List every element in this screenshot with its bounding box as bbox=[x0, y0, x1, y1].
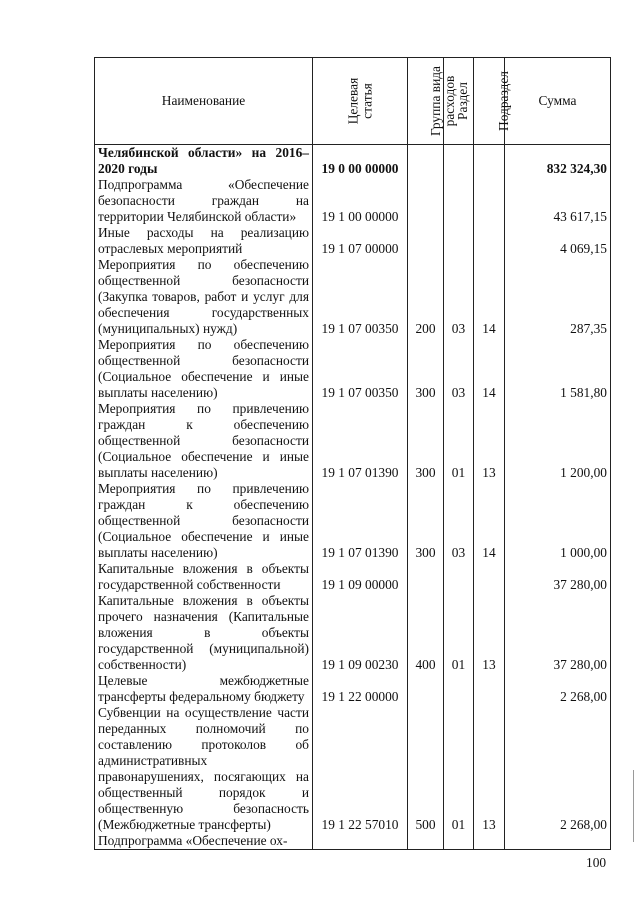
row-sum: 287,35 bbox=[505, 257, 611, 337]
row-name: Капитальные вложения в объекты прочего назначения (Капитальные вложения в объекты государственной (муниципальной) собственности) bbox=[95, 593, 313, 673]
row-sum: 1 200,00 bbox=[505, 401, 611, 481]
page-number: 100 bbox=[586, 855, 607, 870]
row-subsection: 13 bbox=[474, 705, 505, 833]
table-row bbox=[95, 561, 611, 593]
row-group: 300 bbox=[408, 401, 444, 481]
row-sum: 1 000,00 bbox=[505, 481, 611, 561]
row-sum: 43 617,15 bbox=[505, 177, 611, 225]
header-subsection: Подраздел bbox=[474, 58, 505, 145]
row-section bbox=[444, 673, 474, 705]
table-row bbox=[95, 673, 611, 705]
row-name: Субвенции на осуществление части переданных полномочий по составлению протоколов об административных правонарушениях, посягающих на общественный порядок и общественную безопасность (Межбюджетные трансферты) bbox=[95, 705, 313, 833]
row-group: 300 bbox=[408, 337, 444, 401]
row-group: 400 bbox=[408, 593, 444, 673]
table-row bbox=[95, 257, 611, 337]
row-section bbox=[444, 561, 474, 593]
row-target: 19 1 07 00000 bbox=[313, 225, 408, 257]
row-target: 19 1 22 57010 bbox=[313, 705, 408, 833]
row-section bbox=[444, 145, 474, 178]
table-row bbox=[95, 481, 611, 561]
row-sum: 1 581,80 bbox=[505, 337, 611, 401]
header-name: Наименование bbox=[95, 58, 313, 145]
row-group bbox=[408, 177, 444, 225]
header-sum: Сумма bbox=[505, 58, 611, 145]
table-header-row bbox=[95, 58, 611, 145]
row-subsection bbox=[474, 561, 505, 593]
row-group bbox=[408, 225, 444, 257]
row-target: 19 1 07 00350 bbox=[313, 257, 408, 337]
row-name: Мероприятия по обеспечению общественной безопасности (Социальное обеспечение и иные выплаты населению) bbox=[95, 337, 313, 401]
row-name: Подпрограмма «Обеспечение безопасности граждан на территории Челябинской области» bbox=[95, 177, 313, 225]
row-sum: 2 268,00 bbox=[505, 705, 611, 833]
row-group: 500 bbox=[408, 705, 444, 833]
row-sum: 4 069,15 bbox=[505, 225, 611, 257]
row-subsection: 14 bbox=[474, 481, 505, 561]
row-target: 19 0 00 00000 bbox=[313, 145, 408, 178]
row-subsection bbox=[474, 225, 505, 257]
table-row bbox=[95, 177, 611, 225]
page-edge-line bbox=[633, 770, 634, 842]
row-subsection: 13 bbox=[474, 401, 505, 481]
row-name: Мероприятия по обеспечению общественной безопасности (Закупка товаров, работ и услуг для обеспечения государственных (муниципальных) нужд) bbox=[95, 257, 313, 337]
row-target: 19 1 07 00350 bbox=[313, 337, 408, 401]
row-subsection: 14 bbox=[474, 257, 505, 337]
row-target: 19 1 07 01390 bbox=[313, 401, 408, 481]
row-name: Иные расходы на реализацию отраслевых мероприятий bbox=[95, 225, 313, 257]
row-target: 19 1 09 00000 bbox=[313, 561, 408, 593]
row-sum: 37 280,00 bbox=[505, 593, 611, 673]
row-section bbox=[444, 833, 474, 850]
row-section bbox=[444, 177, 474, 225]
row-name: Челябинской области» на 2016–2020 годы bbox=[95, 145, 313, 178]
row-target: 19 1 00 00000 bbox=[313, 177, 408, 225]
table-row bbox=[95, 401, 611, 481]
row-name: Подпрограмма «Обеспечение ох- bbox=[95, 833, 313, 850]
row-name: Целевые межбюджетные трансферты федеральному бюджету bbox=[95, 673, 313, 705]
row-subsection bbox=[474, 673, 505, 705]
row-subsection: 13 bbox=[474, 593, 505, 673]
row-section: 01 bbox=[444, 401, 474, 481]
row-target: 19 1 22 00000 bbox=[313, 673, 408, 705]
row-target: 19 1 07 01390 bbox=[313, 481, 408, 561]
row-group bbox=[408, 145, 444, 178]
row-section: 01 bbox=[444, 593, 474, 673]
row-section: 03 bbox=[444, 337, 474, 401]
row-sum bbox=[505, 833, 611, 850]
row-name: Мероприятия по привлечению граждан к обеспечению общественной безопасности (Социальное обеспечение и иные выплаты населению) bbox=[95, 481, 313, 561]
row-section bbox=[444, 225, 474, 257]
row-target: 19 1 09 00230 bbox=[313, 593, 408, 673]
table-row bbox=[95, 145, 611, 178]
row-name: Мероприятия по привлечению граждан к обеспечению общественной безопасности (Социальное обеспечение и иные выплаты населению) bbox=[95, 401, 313, 481]
table-row bbox=[95, 705, 611, 833]
row-name: Капитальные вложения в объекты государственной собственности bbox=[95, 561, 313, 593]
budget-table bbox=[94, 57, 611, 850]
table-row bbox=[95, 225, 611, 257]
row-section: 03 bbox=[444, 257, 474, 337]
row-target bbox=[313, 833, 408, 850]
row-sum: 37 280,00 bbox=[505, 561, 611, 593]
header-section: Раздел bbox=[444, 58, 474, 145]
row-group bbox=[408, 673, 444, 705]
row-group: 200 bbox=[408, 257, 444, 337]
row-subsection bbox=[474, 833, 505, 850]
table-row bbox=[95, 593, 611, 673]
table-row bbox=[95, 833, 611, 850]
row-section: 01 bbox=[444, 705, 474, 833]
header-target-article: Целевая статья bbox=[313, 58, 408, 145]
header-expense-group: Группа вида расходов bbox=[408, 58, 444, 145]
row-sum: 832 324,30 bbox=[505, 145, 611, 178]
row-group bbox=[408, 561, 444, 593]
row-subsection bbox=[474, 177, 505, 225]
row-sum: 2 268,00 bbox=[505, 673, 611, 705]
row-section: 03 bbox=[444, 481, 474, 561]
row-group: 300 bbox=[408, 481, 444, 561]
table-row bbox=[95, 337, 611, 401]
row-group bbox=[408, 833, 444, 850]
row-subsection bbox=[474, 145, 505, 178]
row-subsection: 14 bbox=[474, 337, 505, 401]
